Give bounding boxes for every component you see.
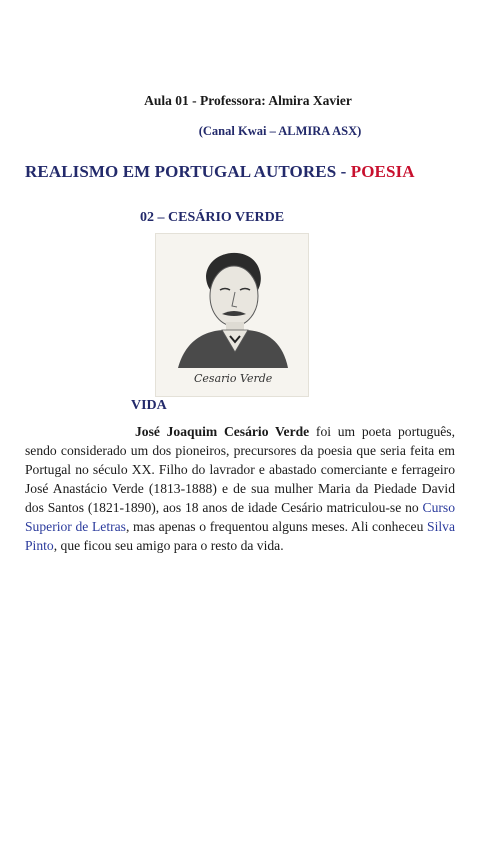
portrait-image xyxy=(155,233,309,397)
link-silva-pinto[interactable]: Silva Pinto xyxy=(25,519,455,553)
page-title-highlight: POESIA xyxy=(350,162,415,181)
channel-info: (Canal Kwai – ALMIRA ASX) xyxy=(198,124,362,138)
biography-text-3: , que ficou seu amigo para o resto da vida. xyxy=(53,538,284,553)
portrait-signature: Cesario Verde xyxy=(194,372,273,385)
lesson-header: Aula 01 - Professora: Almira Xavier xyxy=(144,93,352,108)
page-title xyxy=(25,162,415,182)
biography-text-2: , mas apenas o frequentou alguns meses. Ali conheceu xyxy=(125,519,428,534)
portrait-drawing xyxy=(156,234,308,396)
biography-text-1: foi um poeta português, sendo considerado um dos pioneiros, precursores da poesia que seria feita em Portugal no século XX. Filho do lavrador e abastado comerciante e ferrageiro José Anastácio Verde (1813-1888) e de sua mulher Maria da Piedade David dos Santos (1821-1890), aos 18 anos de idade Cesário matriculou-se no xyxy=(25,424,455,515)
page-title-main: REALISMO EM PORTUGAL AUTORES - xyxy=(25,162,351,181)
section-subtitle: 02 – CESÁRIO VERDE xyxy=(140,210,285,225)
link-curso-superior-de-letras[interactable]: Curso Superior de Letras xyxy=(25,500,455,534)
section-heading-vida: VIDA xyxy=(131,398,167,413)
poet-name: José Joaquim Cesário Verde xyxy=(135,424,310,439)
biography-paragraph xyxy=(25,422,455,555)
